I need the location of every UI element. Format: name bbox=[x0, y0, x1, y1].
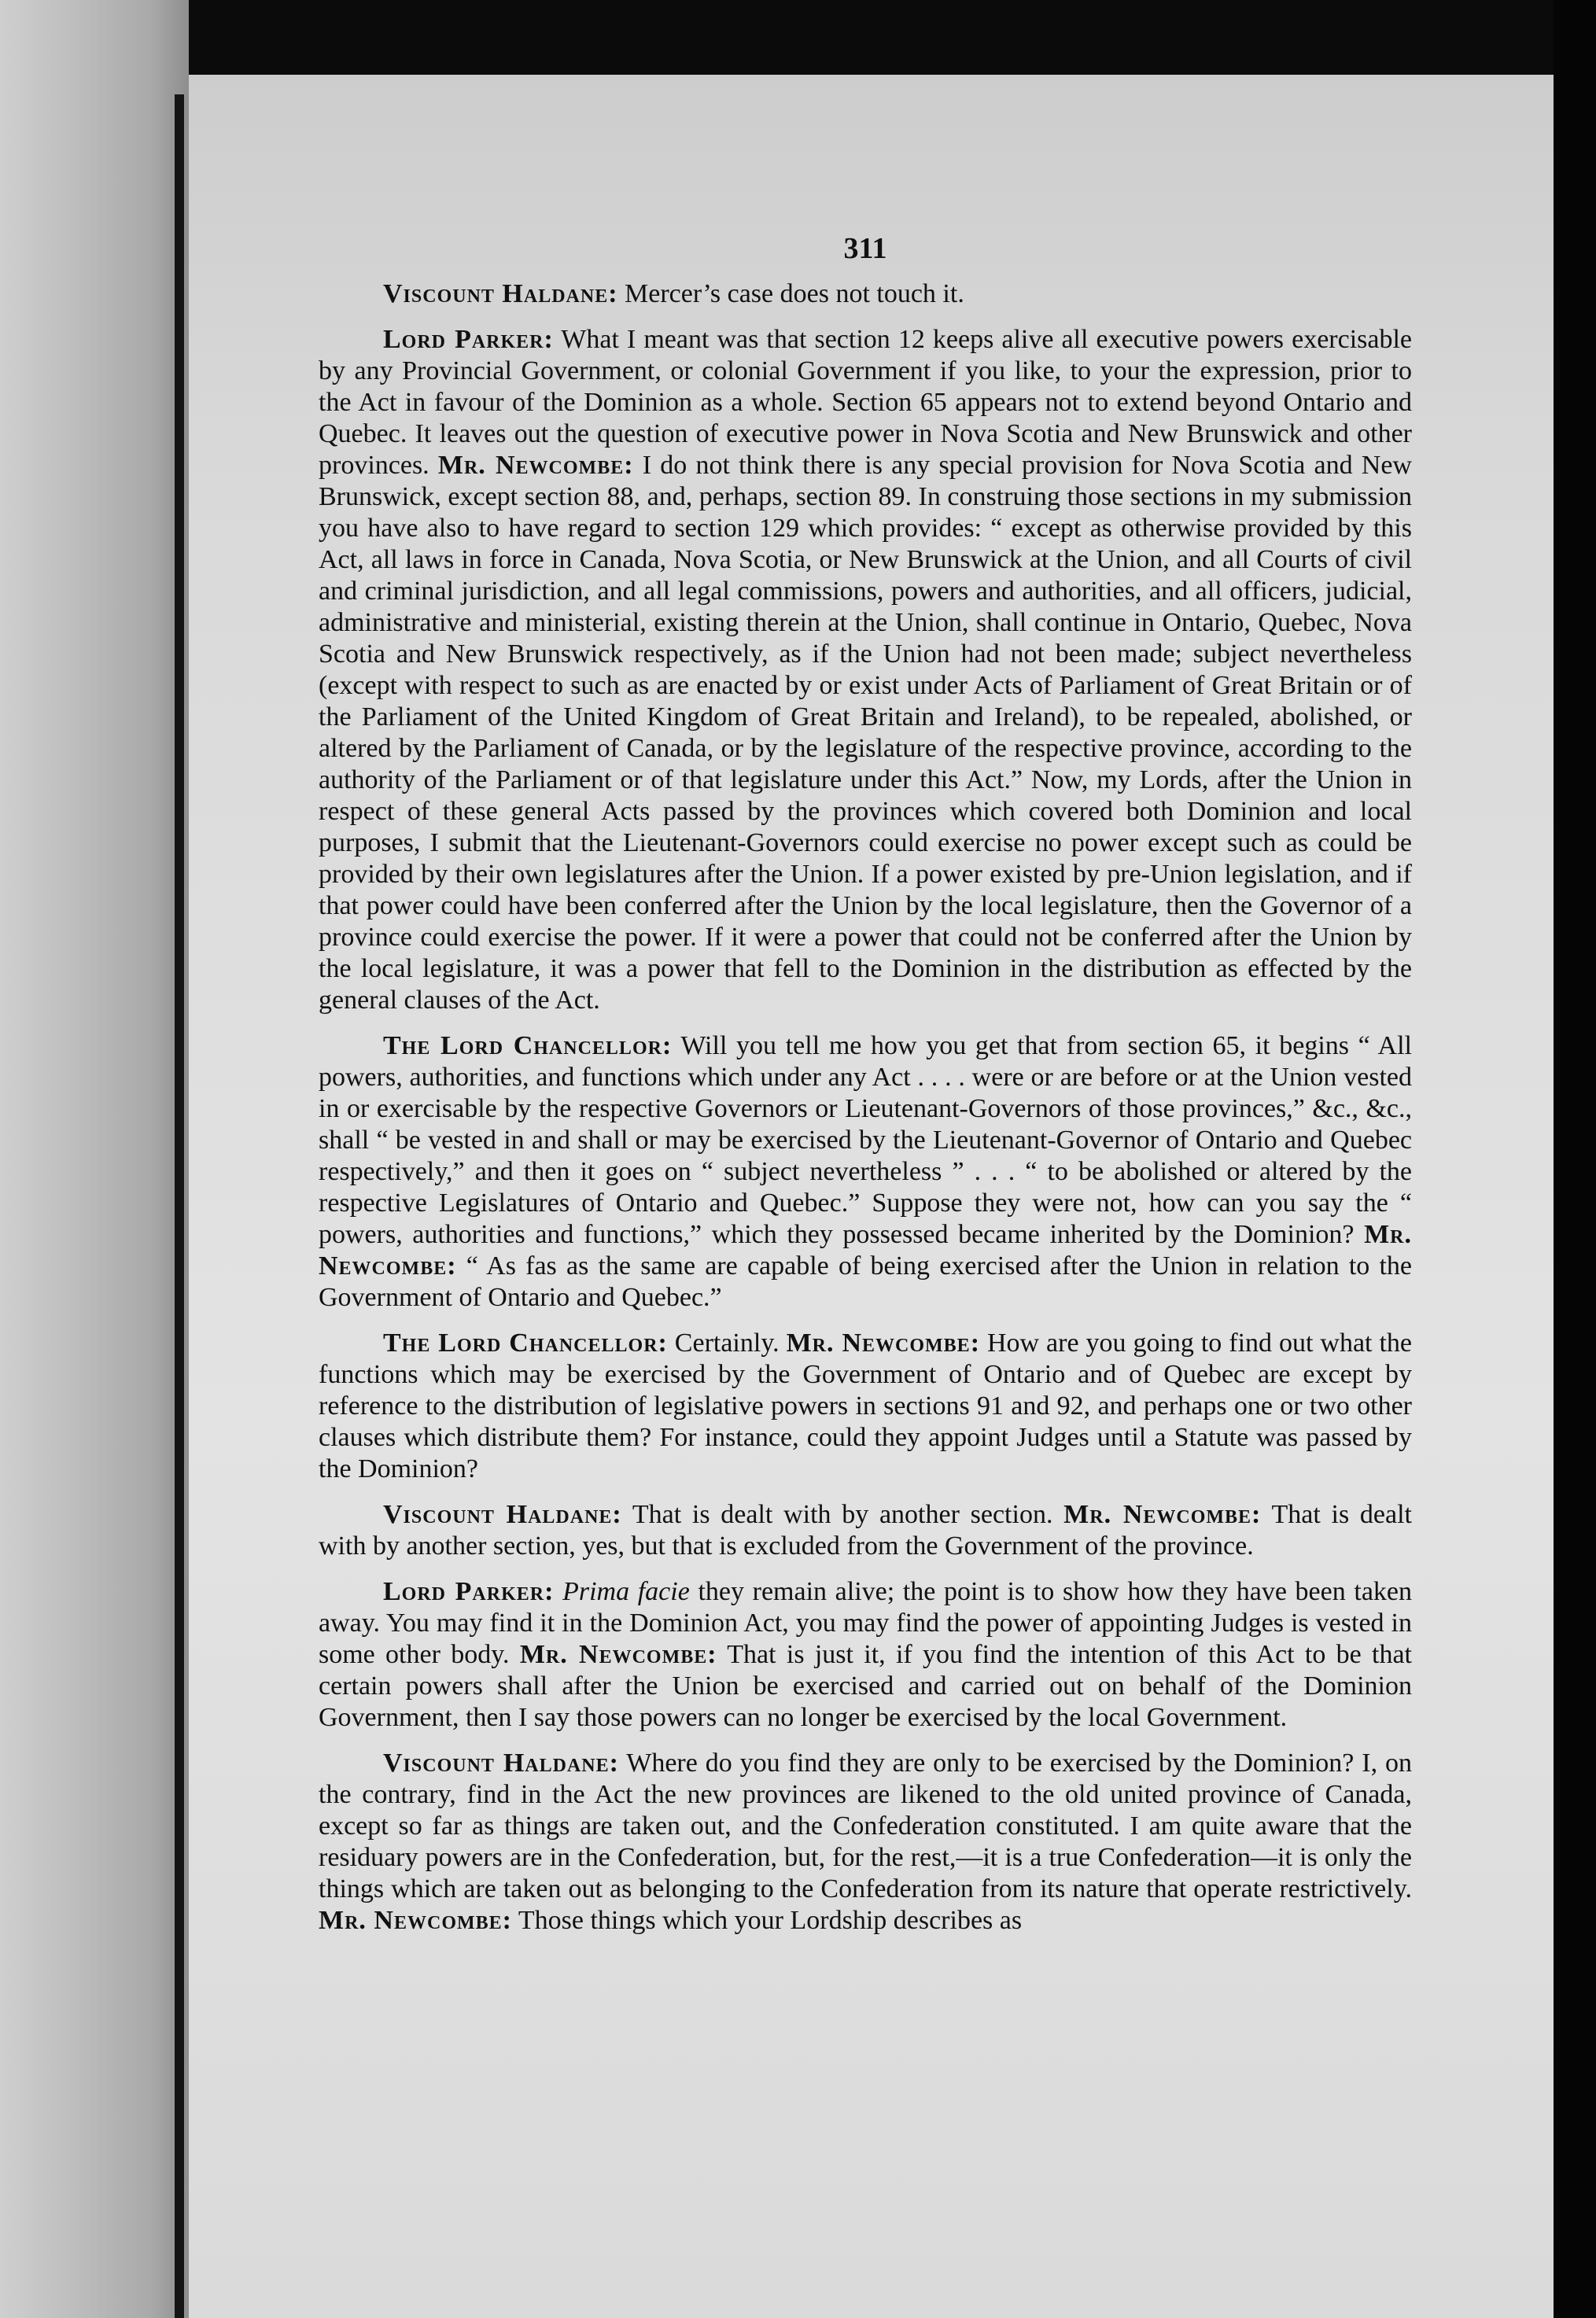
speaker-name: Viscount Haldane: bbox=[383, 1749, 619, 1778]
speaker-name: Lord Parker: bbox=[383, 325, 554, 354]
paragraph bbox=[319, 1576, 1412, 1734]
text-run: I do not think there is any special provision for Nova Scotia and New Brunswick, except section 88, and, perhaps, section 89. In construing those sections in my submission you have also to have regard to section 129 which provides: “ except as otherwise provided by this Act, all laws in force in Canada, Nova Scotia, or New Brunswick at the Union, and all Courts of civil and criminal jurisdiction, and all legal commissions, powers and authorities, and all officers, judicial, administrative and ministerial, existing therein at the Union, shall continue in Ontario, Quebec, Nova Scotia and New Brunswick respectively, as if the Union had not been made; subject nevertheless (except with respect to such as are enacted by or exist under Acts of Parliament of Great Britain or of the Parliament of the United Kingdom of Great Britain and Ireland), to be repealed, abolished, or altered by the Parliament of Canada, or by the legislature of the respective province, according to the authority of the Parliament or of that legislature under this Act.” Now, my Lords, after the Union in respect of these general Acts passed by the provinces which covered both Dominion and local purposes, I submit that the Lieutenant-Governors could exercise no power except such as could be provided by their own legislatures after the Union. If a power existed by pre-Union legislation, and if that power could have been conferred after the Union by the local legislature, then the Governor of a province could exercise the power. If it were a power that could not be conferred after the Union by the local legislature, it was a power that fell to the Dominion in the distribution as effected by the general clauses of the Act. bbox=[319, 451, 1412, 1015]
speaker-name: Mr. Newcombe: bbox=[786, 1329, 981, 1358]
speaker-name: Mr. Newcombe: bbox=[319, 1906, 512, 1935]
text-run: What I meant was that section 12 keeps alive all executive powers exercisable by any Provincial Government, or colonial Government if you like, to your the expression, prior to the Act in favour of the Dominion as a whole. Section 65 appears not to extend beyond Ontario and Quebec. It leaves out the question of executive power in Nova Scotia and New Brunswick and other provinces. bbox=[319, 325, 1412, 480]
speaker-name: Mr. Newcombe: bbox=[519, 1640, 717, 1669]
speaker-name: Mr. Newcombe: bbox=[319, 1220, 1412, 1281]
right-edge-shadow bbox=[1554, 0, 1596, 2318]
text-run: Where do you find they are only to be exercised by the Dominion? I, on the contrary, find in the Act the new provinces are likened to the old united province of Canada, except so far as things are taken out, and the Confederation constituted. I am quite aware that the residuary powers are in the Confederation, but, for the rest,—it is a true Confederation—it is only the things which are taken out as belonging to the Confederation from its nature that operate restrictively. bbox=[319, 1749, 1412, 1903]
page-text bbox=[319, 233, 1412, 1951]
text-run: Those things which your Lordship describes as bbox=[511, 1906, 1023, 1935]
text-run: How are you going to find out what the functions which may be exercised by the Government of Ontario and of Quebec are except by reference to the distribution of legislative powers in sections 91 and 92, and perhaps one or two other clauses which distribute them? For instance, could they appoint Judges until a Statute was passed by the Dominion? bbox=[319, 1329, 1412, 1483]
speaker-name: The Lord Chancellor: bbox=[383, 1329, 668, 1358]
speaker-name: Viscount Haldane: bbox=[383, 1500, 622, 1529]
body-text bbox=[319, 278, 1412, 1937]
paragraph bbox=[319, 1499, 1412, 1562]
italic-phrase: Prima facie bbox=[562, 1577, 690, 1606]
paragraph bbox=[319, 1748, 1412, 1937]
text-run bbox=[554, 1577, 562, 1606]
speaker-name: Lord Parker: bbox=[383, 1577, 555, 1606]
paragraph bbox=[319, 1328, 1412, 1485]
text-run: Mercer’s case does not touch it. bbox=[617, 279, 964, 308]
text-run: “ As fas as the same are capable of being exercised after the Union in relation to the Government of Ontario and Quebec.” bbox=[319, 1251, 1412, 1312]
binding-shadow bbox=[175, 94, 184, 2318]
paragraph bbox=[319, 1030, 1412, 1314]
paragraph bbox=[319, 324, 1412, 1016]
paragraph bbox=[319, 278, 1412, 310]
left-margin bbox=[0, 0, 189, 2318]
speaker-name: Viscount Haldane: bbox=[383, 279, 618, 308]
text-run: Certainly. bbox=[667, 1329, 787, 1358]
text-run: That is just it, if you find the intention of this Act to be that certain powers shall after the Union be exercised and carried out on behalf of the Dominion Government, then I say those powers can no longer be exercised by the local Government. bbox=[319, 1640, 1413, 1732]
speaker-name: Mr. Newcombe: bbox=[437, 451, 634, 480]
text-run: That is dealt with by another section. bbox=[621, 1500, 1064, 1529]
page-number: 311 bbox=[843, 232, 887, 265]
text-run: That is dealt with by another section, yes, but that is excluded from the Government of the province. bbox=[319, 1500, 1412, 1561]
speaker-name: Mr. Newcombe: bbox=[1063, 1500, 1262, 1529]
text-run: they remain alive; the point is to show how they have been taken away. You may find it in the Dominion Act, you may find the power of appointing Judges is vested in some other body. bbox=[319, 1577, 1413, 1669]
text-run: Will you tell me how you get that from section 65, it begins “ All powers, authorities, and functions which under any Act . . . . were or are before or at the Union vested in or exercisable by the respective Governors or Lieutenant-Governors of those provinces,” &c., &c., shall “ be vested in and shall or may be exercised by the Lieutenant-Governor of Ontario and Quebec respectively,” and then it goes on “ subject nevertheless ” . . . “ to be abolished or altered by the respective Legislatures of Ontario and Quebec.” Suppose they were not, how can you say the “ powers, authorities and functions,” which they possessed became inherited by the Dominion? bbox=[319, 1031, 1412, 1249]
speaker-name: The Lord Chancellor: bbox=[383, 1031, 673, 1060]
